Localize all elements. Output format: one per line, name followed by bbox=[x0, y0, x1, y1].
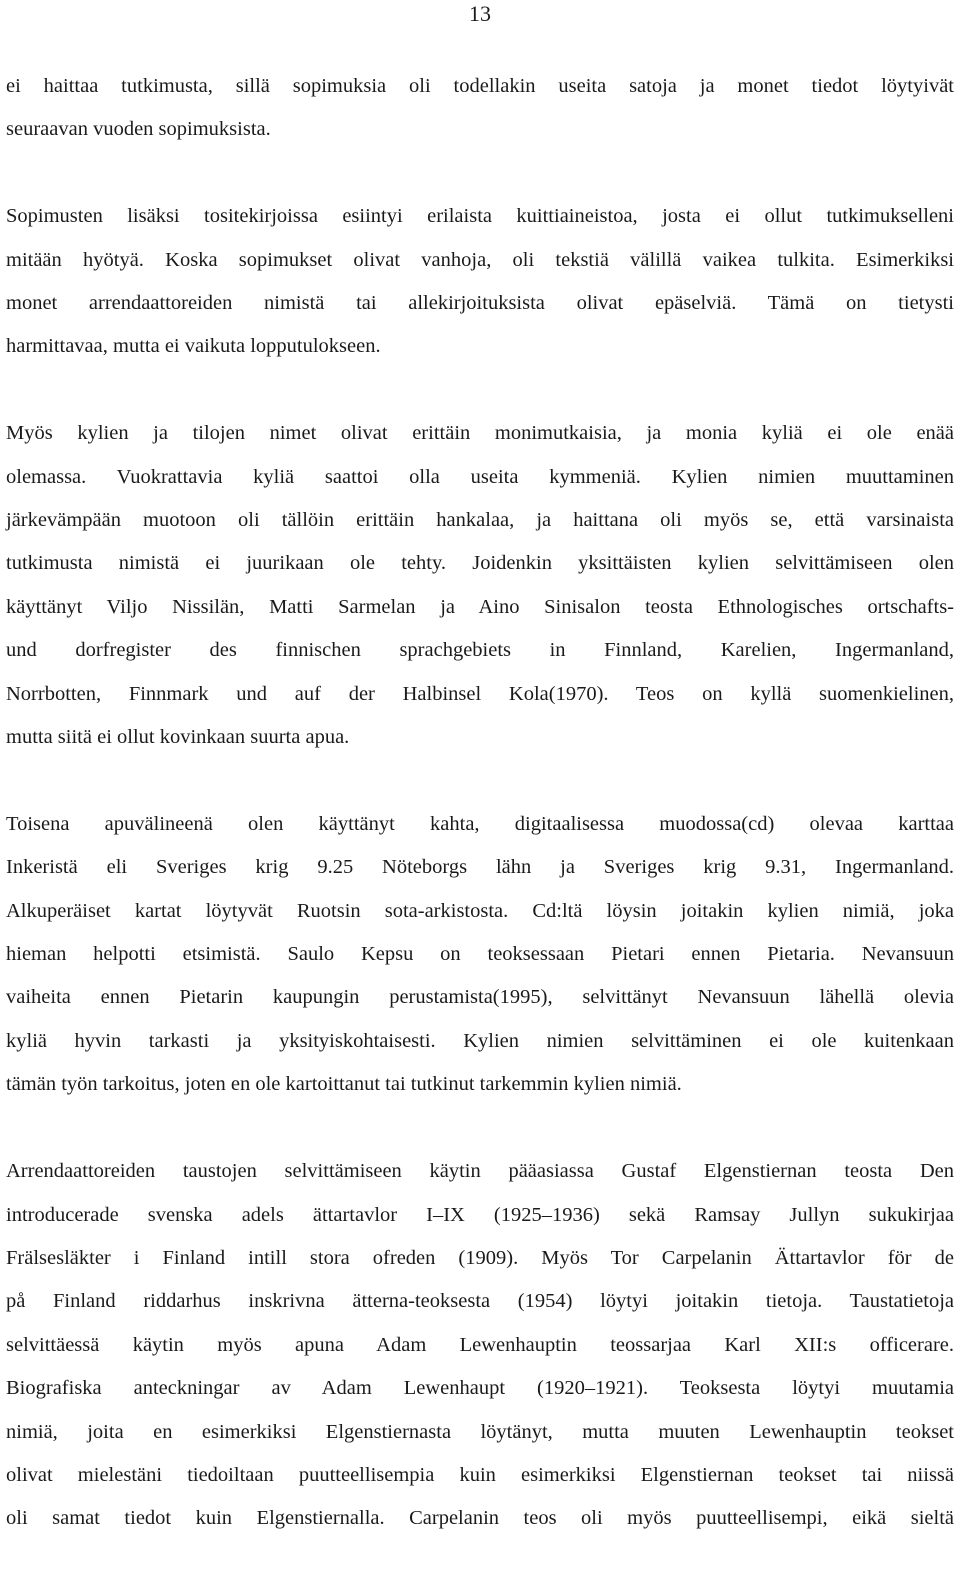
paragraph bbox=[6, 65, 954, 152]
text-line: Norrbotten, Finnmark und auf der Halbinsel Kola(1970). Teos on kyllä suomenkielinen, bbox=[6, 682, 954, 705]
text-line: tutkimusta nimistä ei juurikaan ole tehty. Joidenkin yksittäisten kylien selvittämiseen olen bbox=[6, 552, 954, 575]
text-line: olemassa. Vuokrattavia kyliä saattoi olla useita kymmeniä. Kylien nimien muuttaminen bbox=[6, 465, 954, 488]
text-line: monet arrendaattoreiden nimistä tai allekirjoituksista olivat epäselviä. Tämä on tietysti bbox=[6, 292, 954, 315]
text-line: Alkuperäiset kartat löytyvät Ruotsin sota-arkistosta. Cd:ltä löysin joitakin kylien nimiä, joka bbox=[6, 899, 954, 922]
text-line: Inkeristä eli Sveriges krig 9.25 Nöteborgs lähn ja Sveriges krig 9.31, Ingermanland. bbox=[6, 856, 954, 879]
text-line: Frälsesläkter i Finland intill stora ofreden (1909). Myös Tor Carpelanin Ättartavlor för de bbox=[6, 1246, 954, 1269]
text-line: tämän työn tarkoitus, joten en ole kartoittanut tai tutkinut tarkemmin kylien nimiä. bbox=[6, 1073, 682, 1096]
text-line: järkevämpään muotoon oli tällöin erittäin hankalaa, ja haittana oli myös se, että varsinaista bbox=[6, 509, 954, 532]
paragraph bbox=[6, 1150, 954, 1541]
text-line: olivat mielestäni tiedoiltaan puutteellisempia kuin esimerkiksi Elgenstiernan teokset tai niissä bbox=[6, 1463, 954, 1486]
paragraph bbox=[6, 412, 954, 759]
text-line: vaiheita ennen Pietarin kaupungin perustamista(1995), selvittänyt Nevansuun lähellä olevia bbox=[6, 986, 954, 1009]
text-line: nimiä, joita en esimerkiksi Elgenstiernasta löytänyt, mutta muuten Lewenhauptin teokset bbox=[6, 1420, 954, 1443]
text-line: oli samat tiedot kuin Elgenstiernalla. Carpelanin teos oli myös puutteellisempi, eikä sieltä bbox=[6, 1507, 954, 1530]
text-line: selvittäessä käytin myös apuna Adam Lewenhauptin teossarjaa Karl XII:s officerare. bbox=[6, 1333, 954, 1356]
text-line: harmittavaa, mutta ei vaikuta lopputulokseen. bbox=[6, 335, 381, 358]
body-text bbox=[6, 65, 954, 1584]
text-line: mitään hyötyä. Koska sopimukset olivat vanhoja, oli tekstiä välillä vaikea tulkita. Esimerkiksi bbox=[6, 248, 954, 271]
text-line: introducerade svenska adels ättartavlor I–IX (1925–1936) sekä Ramsay Jullyn sukukirjaa bbox=[6, 1203, 954, 1226]
text-line: und dorfregister des finnischen sprachgebiets in Finnland, Karelien, Ingermanland, bbox=[6, 639, 954, 662]
paragraph bbox=[6, 195, 954, 369]
paragraph bbox=[6, 803, 954, 1107]
text-line: seuraavan vuoden sopimuksista. bbox=[6, 118, 271, 141]
text-line: mutta siitä ei ollut kovinkaan suurta apua. bbox=[6, 726, 350, 749]
text-line: på Finland riddarhus inskrivna ätterna-teoksesta (1954) löytyi joitakin tietoja. Taustatietoja bbox=[6, 1290, 954, 1313]
text-line: Sopimusten lisäksi tositekirjoissa esiintyi erilaista kuittiaineistoa, josta ei ollut tutkimukselleni bbox=[6, 205, 954, 228]
text-line: Biografiska anteckningar av Adam Lewenhaupt (1920–1921). Teoksesta löytyi muutamia bbox=[6, 1377, 954, 1400]
text-line: Toisena apuvälineenä olen käyttänyt kahta, digitaalisessa muodossa(cd) olevaa karttaa bbox=[6, 812, 954, 835]
text-line: kyliä hyvin tarkasti ja yksityiskohtaisesti. Kylien nimien selvittäminen ei ole kuitenkaan bbox=[6, 1029, 954, 1052]
text-line: ei haittaa tutkimusta, sillä sopimuksia oli todellakin useita satoja ja monet tiedot löytyivät bbox=[6, 75, 954, 97]
text-line: Myös kylien ja tilojen nimet olivat erittäin monimutkaisia, ja monia kyliä ei ole enää bbox=[6, 422, 954, 445]
text-line: hieman helpotti etsimistä. Saulo Kepsu on teoksessaan Pietari ennen Pietaria. Nevansuun bbox=[6, 943, 954, 966]
text-line: Arrendaattoreiden taustojen selvittämiseen käytin pääasiassa Gustaf Elgenstiernan teosta Den bbox=[6, 1160, 954, 1183]
page-number: 13 bbox=[469, 1, 491, 26]
text-line: käyttänyt Viljo Nissilän, Matti Sarmelan ja Aino Sinisalon teosta Ethnologisches ortschafts- bbox=[6, 595, 954, 618]
